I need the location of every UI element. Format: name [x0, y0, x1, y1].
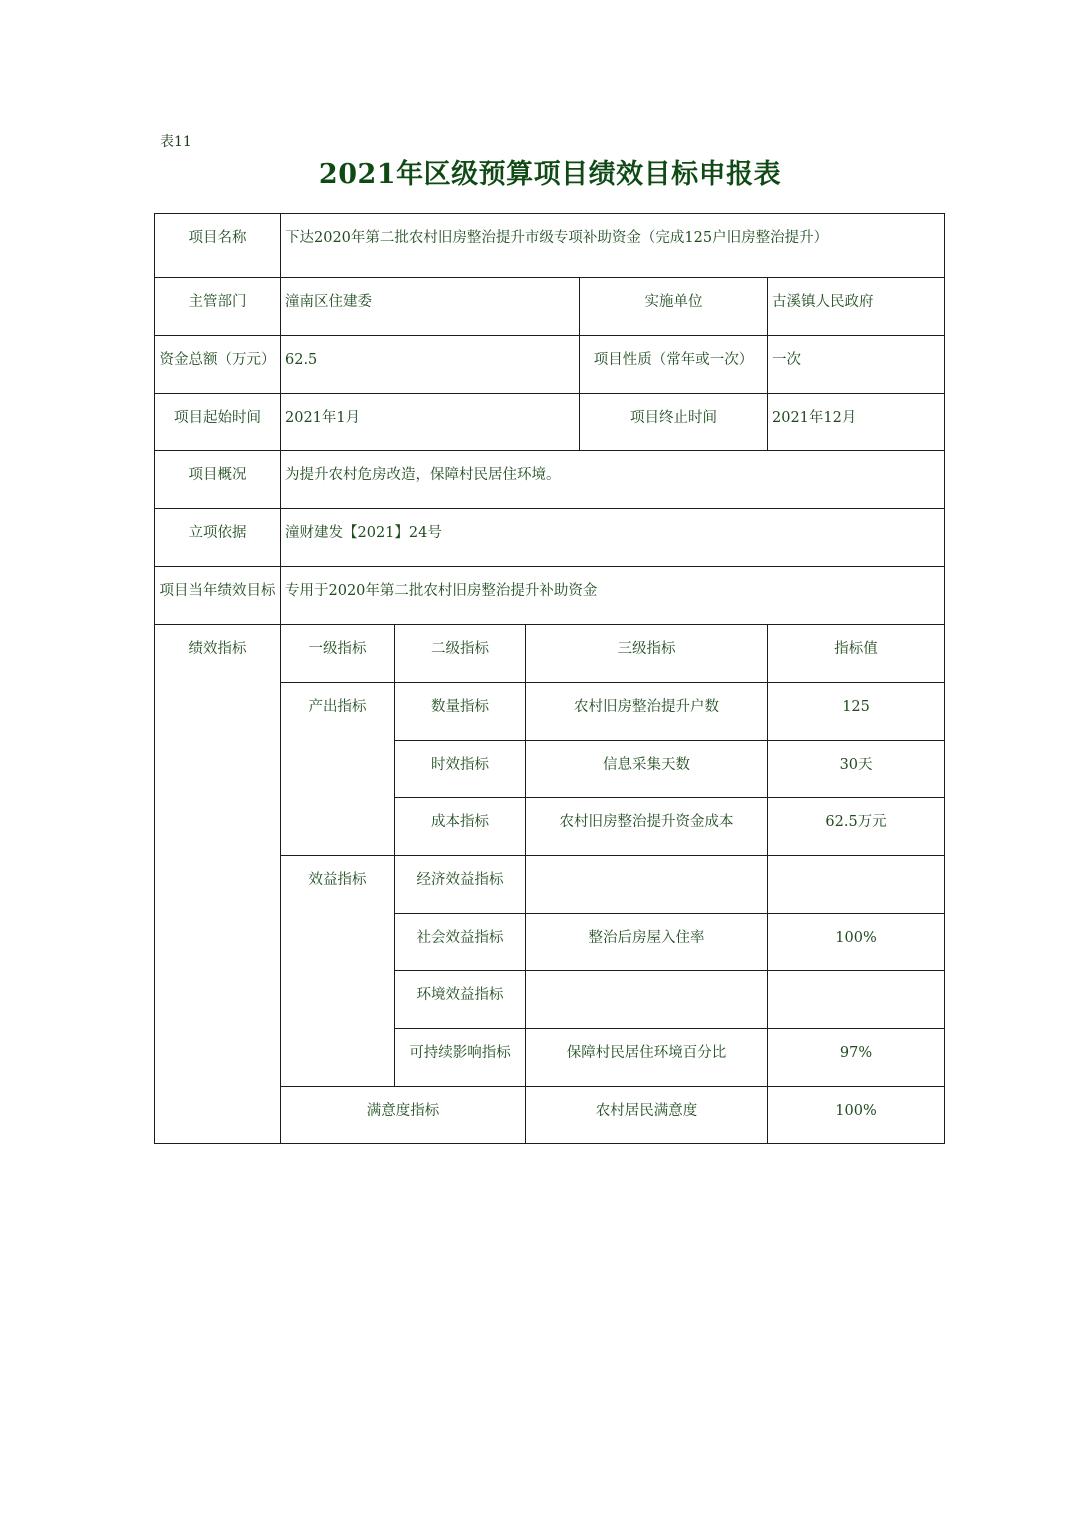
- basis-label: 立项依据: [155, 509, 281, 567]
- impl-value: 古溪镇人民政府: [768, 278, 945, 336]
- satisfaction-value: 100%: [768, 1087, 945, 1144]
- satisfaction-label: 满意度指标: [281, 1087, 526, 1144]
- page-title: 2021年区级预算项目绩效目标申报表: [318, 159, 782, 190]
- indicators-section-label: 绩效指标: [155, 625, 281, 1144]
- table-number: 表11: [160, 134, 192, 150]
- fund-value: 62.5: [281, 336, 580, 394]
- project-name-label: 项目名称: [155, 214, 281, 278]
- dept-value: 潼南区住建委: [281, 278, 580, 336]
- benefit-value: 100%: [768, 914, 945, 971]
- end-label: [580, 394, 768, 451]
- nature-label: 项目性质（常年或一次）: [580, 336, 768, 394]
- basis-value: 潼财建发【2021】24号: [281, 509, 945, 567]
- end-label-text: 项目终止时间: [630, 410, 717, 426]
- end-value: 2021年12月: [768, 394, 945, 451]
- header-level3: 三级指标: [526, 625, 768, 683]
- benefit-value: [768, 971, 945, 1029]
- nature-value: 一次: [768, 336, 945, 394]
- header-level1: 一级指标: [281, 625, 395, 683]
- output-level3: 农村旧房整治提升户数: [526, 683, 768, 741]
- dept-label: 主管部门: [155, 278, 281, 336]
- output-value: 62.5万元: [768, 798, 945, 856]
- output-level2: 数量指标: [395, 683, 526, 741]
- fund-label: 资金总额（万元）: [155, 336, 281, 394]
- overview-value: 为提升农村危房改造，保障村民居住环境。: [281, 451, 945, 509]
- output-value: 125: [768, 683, 945, 741]
- header-level2: 二级指标: [395, 625, 526, 683]
- header-value: 指标值: [768, 625, 945, 683]
- benefit-level2: 社会效益指标: [395, 914, 526, 971]
- overview-label: 项目概况: [155, 451, 281, 509]
- benefit-level3: 保障村民居住环境百分比: [526, 1029, 768, 1087]
- output-level2: 成本指标: [395, 798, 526, 856]
- start-label: 项目起始时间: [155, 394, 281, 451]
- benefit-level2: 环境效益指标: [395, 971, 526, 1029]
- goal-label: 项目当年绩效目标: [155, 567, 281, 625]
- output-level3: 信息采集天数: [526, 741, 768, 798]
- output-value: 30天: [768, 741, 945, 798]
- benefit-level3: [526, 971, 768, 1029]
- benefit-value: [768, 856, 945, 914]
- performance-form-table: [154, 213, 945, 1144]
- satisfaction-level3: 农村居民满意度: [526, 1087, 768, 1144]
- output-indicator-label: 产出指标: [281, 683, 395, 856]
- impl-label: 实施单位: [580, 278, 768, 336]
- goal-value: 专用于2020年第二批农村旧房整治提升补助资金: [281, 567, 945, 625]
- benefit-value: 97%: [768, 1029, 945, 1087]
- output-level2: 时效指标: [395, 741, 526, 798]
- start-value: 2021年1月: [281, 394, 580, 451]
- benefit-indicator-label: 效益指标: [281, 856, 395, 1087]
- output-level3: 农村旧房整治提升资金成本: [526, 798, 768, 856]
- benefit-level3: [526, 856, 768, 914]
- benefit-level2: 经济效益指标: [395, 856, 526, 914]
- benefit-level2: 可持续影响指标: [395, 1029, 526, 1087]
- project-name-value: 下达2020年第二批农村旧房整治提升市级专项补助资金（完成125户旧房整治提升）: [281, 214, 945, 278]
- benefit-level3: 整治后房屋入住率: [526, 914, 768, 971]
